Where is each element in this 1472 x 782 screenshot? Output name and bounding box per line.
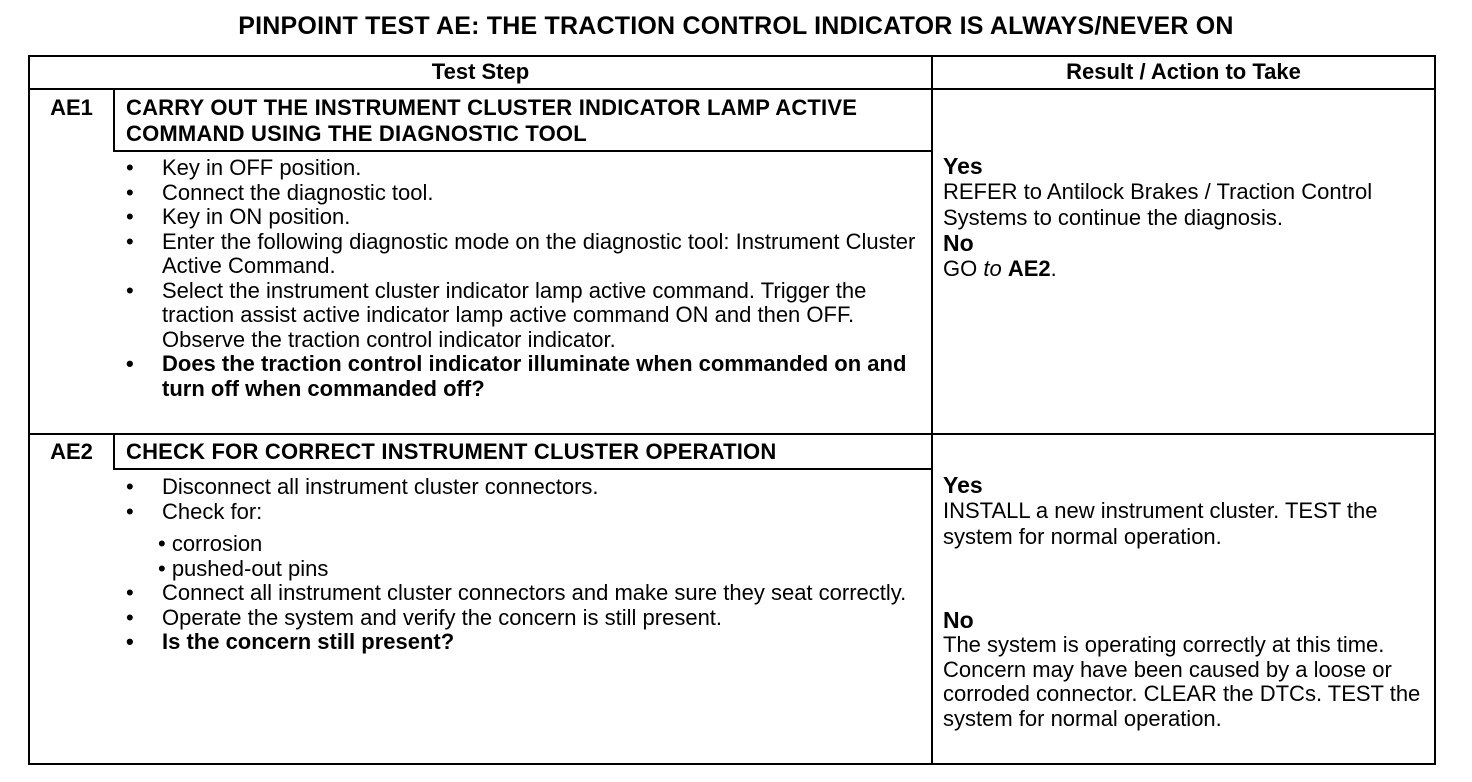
list-item: • Key in OFF position. bbox=[116, 156, 921, 181]
step-title-ae1: CARRY OUT THE INSTRUMENT CLUSTER INDICATOR LAMP ACTIVE COMMAND USING THE DIAGNOSTIC TOOL bbox=[126, 95, 858, 146]
step-bullets-ae2 bbox=[116, 475, 921, 655]
table-border-bottom bbox=[28, 763, 1436, 765]
list-item-text: Check for: bbox=[162, 498, 263, 524]
ae2-title-underline bbox=[113, 468, 932, 470]
step-bullets-ae1 bbox=[116, 156, 921, 401]
table-border-left bbox=[28, 55, 30, 765]
result-no-text bbox=[943, 256, 1057, 281]
sub-list-item: • corrosion bbox=[158, 531, 263, 556]
list-item: • Select the instrument cluster indicator lamp active command. Trigger the traction assist active indicator lamp active command ON and then OFF. Observe the traction control indicator indicator. bbox=[116, 279, 921, 353]
list-item: • Operate the system and verify the concern is still present. bbox=[116, 606, 921, 631]
list-item: • Disconnect all instrument cluster connectors. bbox=[116, 475, 921, 500]
result-no-text: The system is operating correctly at this time. Concern may have been caused by a loose or corroded connector. CLEAR the DTCs. TEST the system for normal operation. bbox=[943, 632, 1421, 731]
header-test-step: Test Step bbox=[431, 59, 530, 84]
result-yes-label: Yes bbox=[943, 153, 983, 179]
sub-list bbox=[158, 532, 921, 581]
table-border-right bbox=[1434, 55, 1436, 765]
result-no-prefix: GO bbox=[943, 256, 978, 281]
ae1-id-divider bbox=[113, 88, 115, 151]
page-title: PINPOINT TEST AE: THE TRACTION CONTROL INDICATOR IS ALWAYS/NEVER ON bbox=[238, 12, 1234, 40]
result-yes-text: INSTALL a new instrument cluster. TEST the system for normal operation. bbox=[943, 498, 1378, 549]
step-id-ae2: AE2 bbox=[50, 439, 93, 464]
result-yes-text: REFER to Antilock Brakes / Traction Control Systems to continue the diagnosis. bbox=[943, 179, 1373, 230]
result-no-label: No bbox=[943, 230, 974, 256]
result-no-target: AE2 bbox=[1007, 256, 1051, 281]
list-item bbox=[116, 500, 921, 582]
row-divider bbox=[28, 433, 1436, 435]
list-item: • Connect the diagnostic tool. bbox=[116, 181, 921, 206]
result-ae2-no bbox=[943, 608, 1429, 731]
header-divider bbox=[28, 88, 1436, 90]
result-no-label: No bbox=[943, 607, 974, 633]
ae2-id-divider bbox=[113, 433, 115, 469]
sub-list-item: • pushed-out pins bbox=[158, 555, 329, 581]
header-result-action: Result / Action to Take bbox=[1066, 59, 1301, 84]
list-item: • Connect all instrument cluster connectors and make sure they seat correctly. bbox=[116, 581, 921, 606]
result-yes-label: Yes bbox=[943, 472, 983, 498]
step-title-ae2: CHECK FOR CORRECT INSTRUMENT CLUSTER OPERATION bbox=[126, 439, 777, 464]
column-divider bbox=[931, 55, 933, 765]
list-item: • Is the concern still present? bbox=[116, 630, 921, 655]
list-item: • Enter the following diagnostic mode on the diagnostic tool: Instrument Cluster Active Command. bbox=[116, 230, 921, 279]
result-no-suffix: . bbox=[1050, 256, 1057, 281]
list-item: • Key in ON position. bbox=[116, 205, 921, 230]
table-border-top bbox=[28, 55, 1436, 57]
ae1-title-underline bbox=[113, 150, 932, 152]
result-no-to: to bbox=[983, 256, 1002, 281]
result-ae1 bbox=[943, 154, 1383, 282]
step-id-ae1: AE1 bbox=[50, 95, 93, 120]
list-item: • Does the traction control indicator illuminate when commanded on and turn off when commanded off? bbox=[116, 352, 921, 401]
result-ae2-yes bbox=[943, 473, 1423, 550]
